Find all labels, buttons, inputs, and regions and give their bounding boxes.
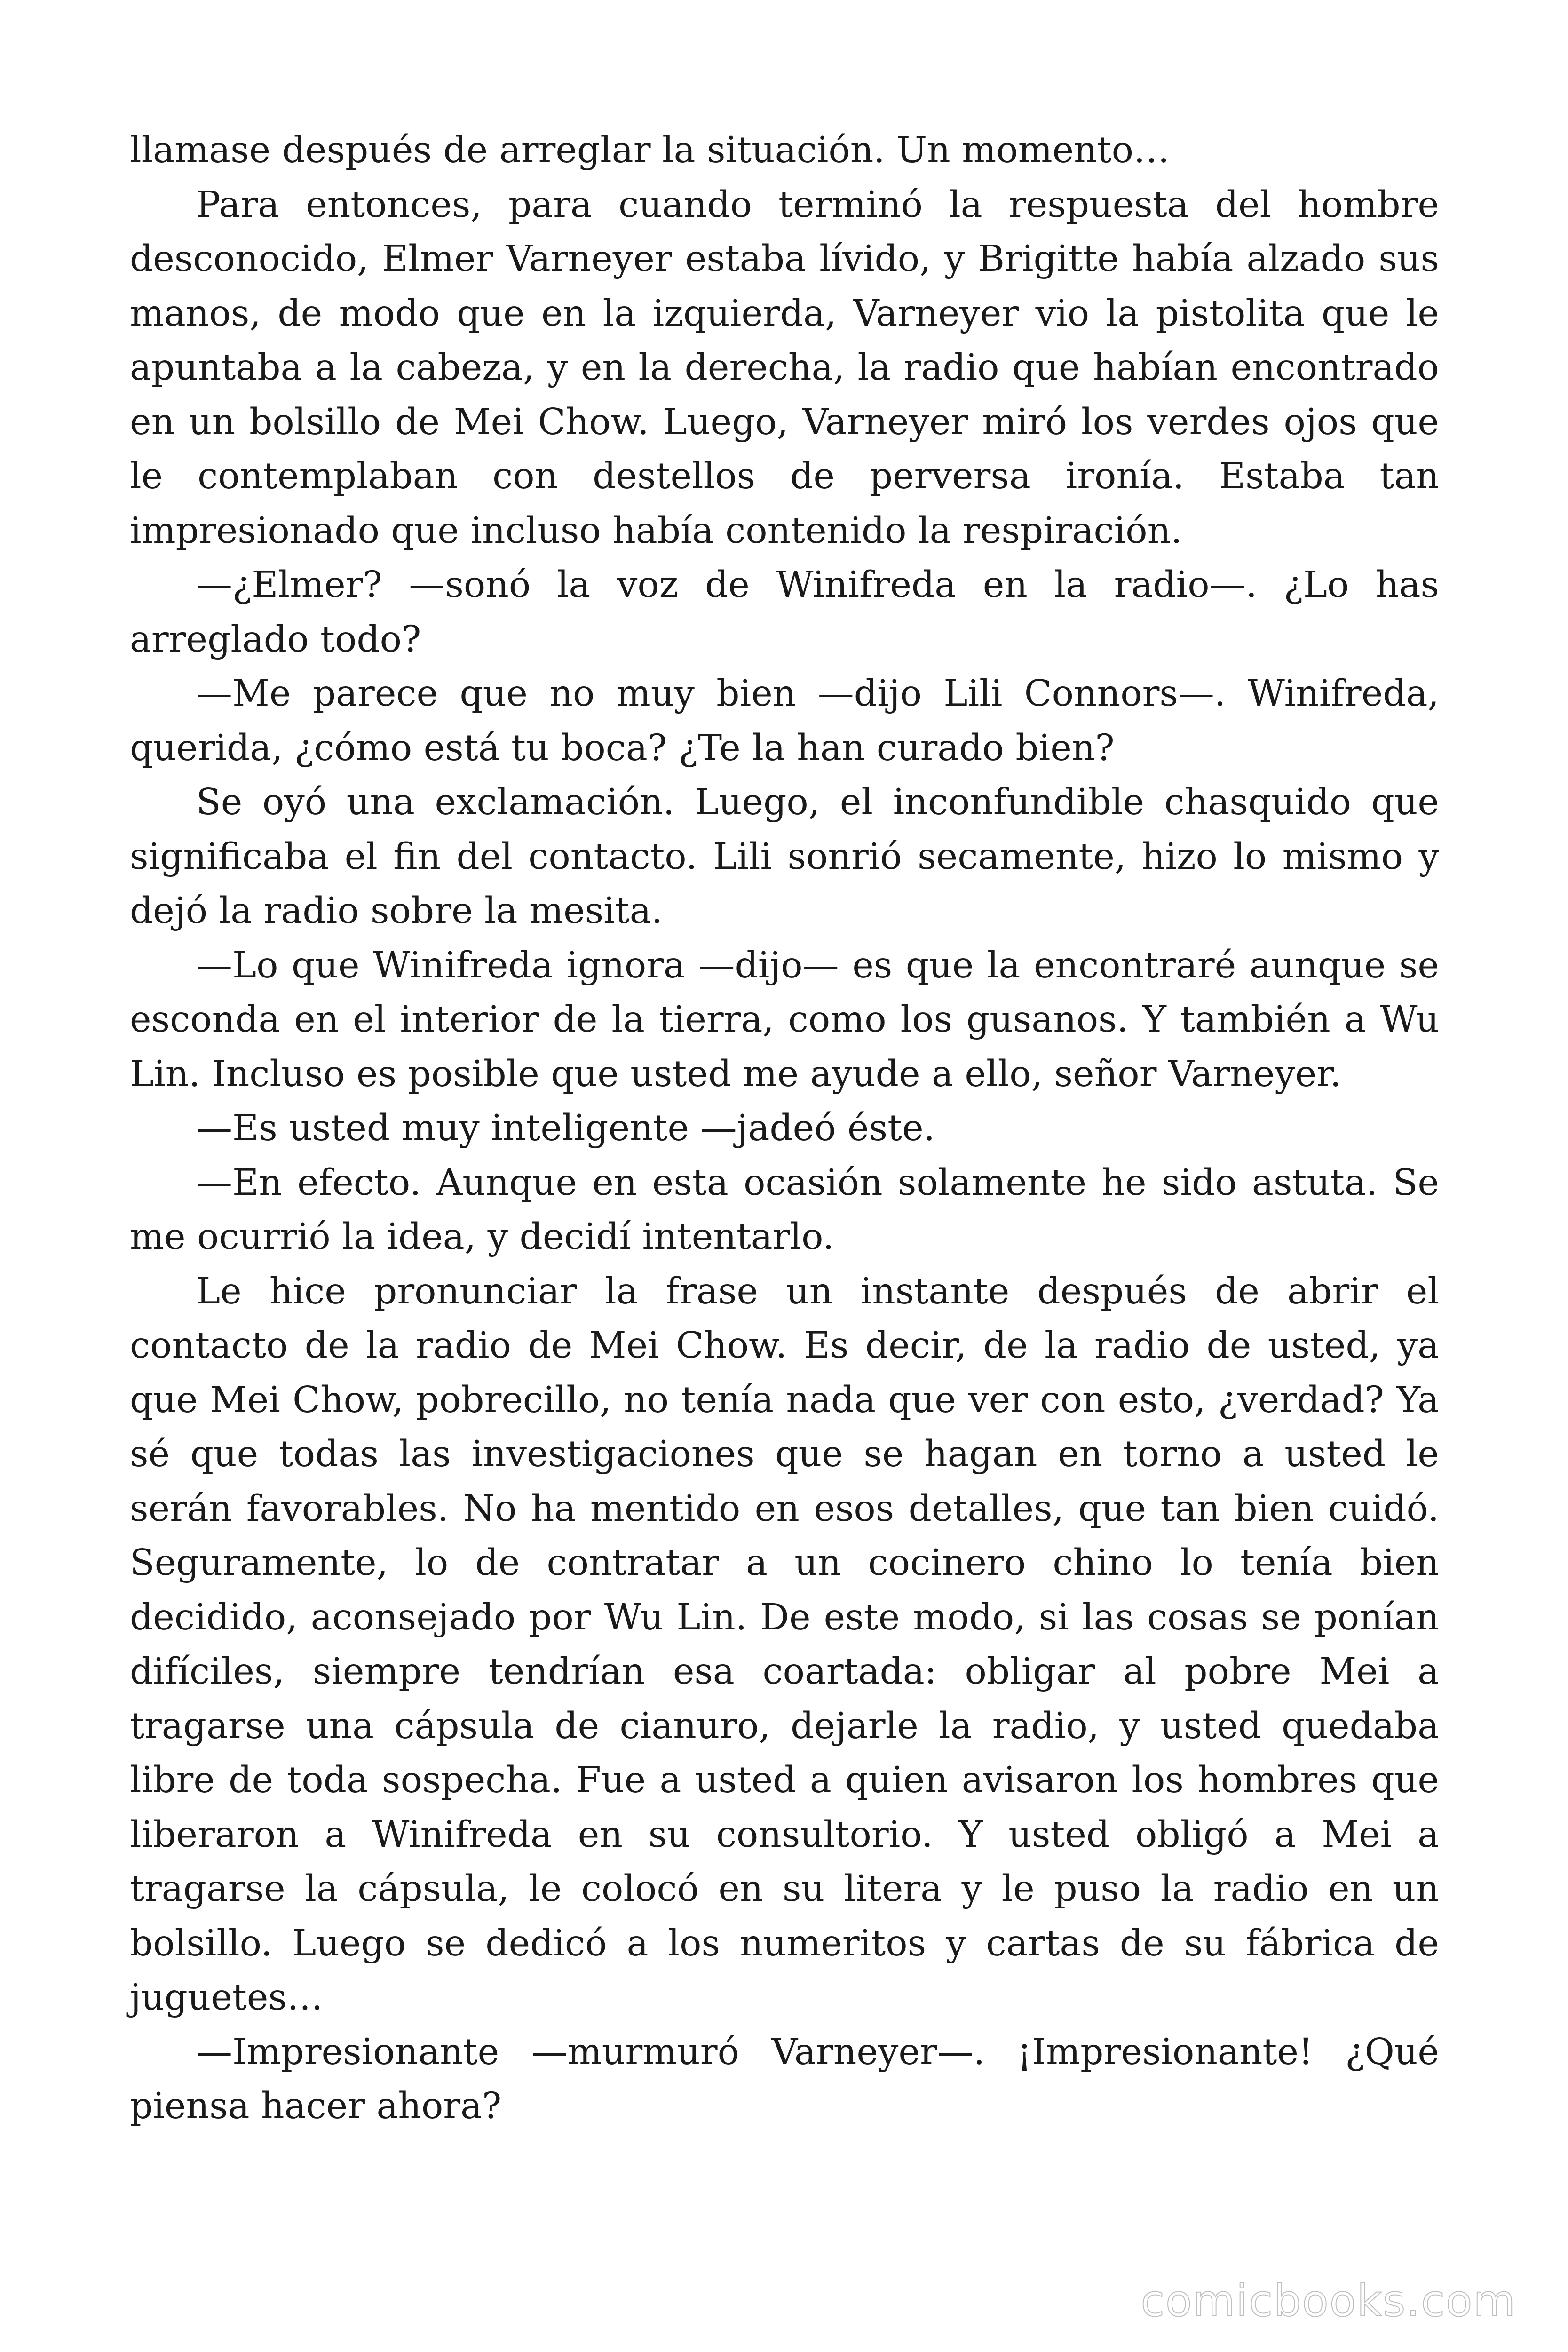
paragraph-6: —Lo que Winifreda ignora —dijo— es que la encontraré aunque se esconda en el interior de la tierra, como los gusanos. Y también a Wu Lin. Incluso es posible que usted me ayude a ello, señor Varneyer. xyxy=(130,944,1439,1095)
paragraph-8: —En efecto. Aunque en esta ocasión solamente he sido astuta. Se me ocurrió la idea, y decidí intentarlo. xyxy=(130,1161,1439,1258)
paragraph-4: —Me parece que no muy bien —dijo Lili Connors—. Winifreda, querida, ¿cómo está tu boca? ¿Te la han curado bien? xyxy=(130,673,1439,769)
paragraph-9: Le hice pronunciar la frase un instante después de abrir el contacto de la radio de Mei Chow. Es decir, de la radio de usted, ya que Mei Chow, pobrecillo, no tenía nada que ver con esto, ¿verdad? Ya sé que todas las investigaciones que se hagan en torno a usted le serán favorables. No ha mentido en esos detalles, que tan bien cuidó. Seguramente, lo de contratar a un cocinero chino lo tenía bien decidido, aconsejado por Wu Lin. De este modo, si las cosas se ponían difíciles, siempre tendrían esa coartada: obligar al pobre Mei a tragarse una cápsula de cianuro, dejarle la radio, y usted quedaba libre de toda sospecha. Fue a usted a quien avisaron los hombres que liberaron a Winifreda en su consultorio. Y usted obligó a Mei a tragarse la cápsula, le colocó en su litera y le puso la radio en un bolsillo. Luego se dedicó a los numeritos y cartas de su fábrica de juguetes… xyxy=(130,1270,1439,2018)
paragraph-3: —¿Elmer? —sonó la voz de Winifreda en la radio—. ¿Lo has arreglado todo? xyxy=(130,564,1439,660)
watermark: comicbooks.com xyxy=(1140,2276,1516,2326)
paragraph-1: llamase después de arreglar la situación. Un momento… xyxy=(130,129,1170,171)
paragraph-5: Se oyó una exclamación. Luego, el inconfundible chasquido que significaba el fin del contacto. Lili sonrió secamente, hizo lo mismo y dejó la radio sobre la mesita. xyxy=(130,781,1439,932)
paragraph-10: —Impresionante —murmuró Varneyer—. ¡Impresionante! ¿Qué piensa hacer ahora? xyxy=(130,2031,1439,2127)
paragraph-7: —Es usted muy inteligente —jadeó éste. xyxy=(196,1107,935,1149)
page-body xyxy=(130,123,1439,2134)
paragraph-2: Para entonces, para cuando terminó la respuesta del hombre desconocido, Elmer Varneyer estaba lívido, y Brigitte había alzado sus manos, de modo que en la izquierda, Varneyer vio la pistolita que le apuntaba a la cabeza, y en la derecha, la radio que habían encontrado en un bolsillo de Mei Chow. Luego, Varneyer miró los verdes ojos que le contemplaban con destellos de perversa ironía. Estaba tan impresionado que incluso había contenido la respiración. xyxy=(130,183,1439,552)
